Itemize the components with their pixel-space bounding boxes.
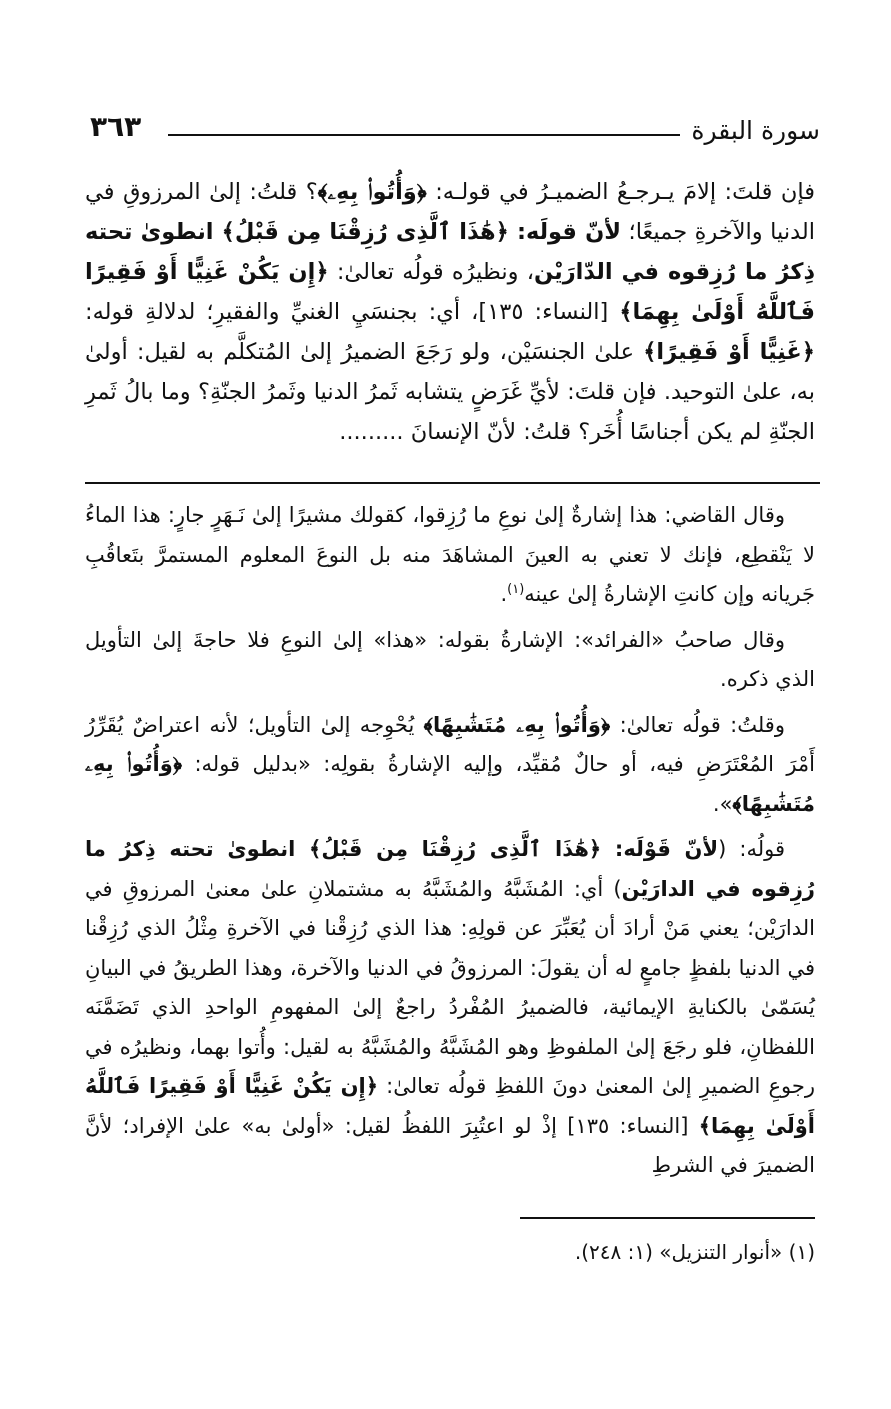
commentary-paragraph bbox=[85, 496, 815, 615]
footnotes bbox=[85, 1234, 815, 1270]
quran-quote: ﴿إِن يَكُنْ غَنِيًّا أَوْ فَقِيرًا فَٱللَّهُ أَوْلَىٰ بِهِمَا﴾ bbox=[85, 1074, 815, 1138]
bold-text: انطوىٰ تحته ذِكرُ ما رُزِقوه في الدّارَيْن bbox=[85, 219, 815, 285]
main-text bbox=[85, 172, 815, 452]
footnote-separator bbox=[520, 1217, 815, 1219]
page-number: ٣٦٣ bbox=[90, 110, 142, 143]
header-rule bbox=[168, 134, 680, 136]
text-run: ؟ قلتُ: إلىٰ المرزوقِ في الدنيا والآخرةِ جميعًا؛ bbox=[85, 179, 815, 245]
commentary-paragraph bbox=[85, 621, 815, 700]
quran-quote: ﴿غَنِيًّا أَوْ فَقِيرًا﴾ bbox=[643, 339, 815, 365]
footnote: (١) «أنوار التنزيل» (١: ٢٤٨). bbox=[574, 1240, 815, 1264]
quran-quote: ﴿هَٰذَا ٱلَّذِى رُزِقْنَا مِن قَبْلُ﴾ bbox=[309, 837, 602, 861]
quran-quote: ﴿وَأُتُوا۟ بِهِۦ مُتَشَٰبِهًا﴾ bbox=[85, 752, 815, 816]
text-run: فإن قلتَ: إلامَ يـرجـعُ الضميـرُ في قولـه: bbox=[426, 179, 815, 205]
main-paragraph bbox=[85, 172, 815, 452]
text-run: وقال القاضي: هذا إشارةٌ إلىٰ نوعِ ما رُزِقوا، كقولك مشيرًا إلىٰ نَـهَرٍ جارٍ: هذا الماءُ لا يَنْقطِع، فإنك لا تعني به العينَ المشاهَدَ منه بل النوعَ المعلوم المستمرَّ بتَعاقُبِ جَريانه وإن كانتِ الإشارةُ إلىٰ عينه bbox=[85, 503, 815, 606]
text-run: [النساء: ١٣٥]، أي: بجنسَيِ الغنيِّ والفقيرِ؛ لدلالةِ قوله: bbox=[85, 299, 620, 325]
commentary-paragraph bbox=[85, 830, 815, 1186]
text-run: ، ونظيرُه قولُه تعالىٰ: bbox=[328, 259, 535, 285]
text-run: ) أي: المُشَبَّهُ والمُشَبَّهُ به مشتملانِ علىٰ معنىٰ المرزوقِ في الدارَيْن؛ يعني مَنْ أرادَ أن يُعَبِّرَ عن قولِهِ: هذا الذي رُزِقْنا في الآخرةِ مِثْلُ الذي رُزِقْنا في الدنيا بلفظٍ جامعٍ له أن يقولَ: المرزوقُ في الدنيا والآخرة، وهذا الطريقُ في البيانِ يُسَمّىٰ بالكنايةِ الإيمائية، فالضميرُ المُفْردُ راجعٌ إلىٰ المفهومِ الواحدِ الذي تَضَمَّنَه اللفظانِ، فلو رجَعَ إلىٰ الملفوظِ وهو المُشَبَّهُ والمُشَبَّهُ به لقيل: وأُتوا بهما، ونظيرُه في رجوعِ الضميرِ إلىٰ المعنىٰ دونَ اللفظِ قولُه تعالىٰ: bbox=[85, 876, 815, 1098]
commentary bbox=[85, 496, 815, 1192]
page-header bbox=[90, 112, 820, 152]
quran-quote: ﴿هَٰذَا ٱلَّذِى رُزِقْنَا مِن قَبْلُ﴾ bbox=[221, 219, 509, 245]
bold-text: لأنّ قولَه: bbox=[508, 219, 622, 245]
text-run: يُحْوِجه إلىٰ التأويل؛ لأنه اعتراضٌ يُقَرِّرُ أَمْرَ المُعْتَرَضِ فيه، أو حالٌ مُقيِّد، وإليه الإشارةُ بقولِه: «بدليل قوله: bbox=[85, 712, 815, 776]
text-run: قولُه: ( bbox=[718, 837, 785, 861]
quran-quote: ﴿وَأُتُوا۟ بِهِۦ﴾ bbox=[317, 179, 427, 205]
surah-title: سورة البقرة bbox=[691, 116, 820, 145]
text-run: . bbox=[500, 582, 508, 606]
quran-quote: ﴿إِن يَكُنْ غَنِيًّا أَوْ فَقِيرًا فَٱللَّهُ أَوْلَىٰ بِهِمَا﴾ bbox=[85, 259, 815, 325]
commentary-paragraph bbox=[85, 706, 815, 825]
footnote-marker[interactable]: (١) bbox=[507, 582, 525, 597]
bold-text: لأنّ قَوْلَه: bbox=[601, 837, 719, 861]
text-separator bbox=[85, 482, 820, 484]
bold-text: انطوىٰ تحته ذِكرُ ما رُزِقوه في الدارَيْن bbox=[85, 837, 815, 901]
text-run: علىٰ الجنسَيْن، ولو رَجَعَ الضميرُ إلىٰ المُتكلَّم به لقيل: أولىٰ به، علىٰ التوحيد. فإن قلتَ: لأيِّ غَرَضٍ يتشابه ثَمرُ الدنيا وثَمرُ الجنّةِ؟ وما بالُ ثَمرِ الجنّةِ لم يكن أجناسًا أُخَر؟ قلتُ: لأنّ الإنسانَ ......... bbox=[85, 339, 815, 445]
text-run: ». bbox=[712, 791, 733, 816]
text-run: وقلتُ: قولُه تعالىٰ: bbox=[610, 712, 785, 737]
text-run: [النساء: ١٣٥] إذْ لو اعتُبِرَ اللفظُ لقيل: «أولىٰ به» علىٰ الإفراد؛ لأنَّ الضميرَ في الشرطِ bbox=[85, 1113, 815, 1177]
text-run: وقال صاحبُ «الفرائد»: الإشارةُ بقوله: «هذا» إلىٰ النوعِ فلا حاجةَ إلىٰ التأويل الذي ذكره. bbox=[85, 627, 815, 691]
quran-quote: ﴿وَأُتُوا۟ بِهِۦ مُتَشَٰبِهًا﴾ bbox=[423, 712, 611, 737]
